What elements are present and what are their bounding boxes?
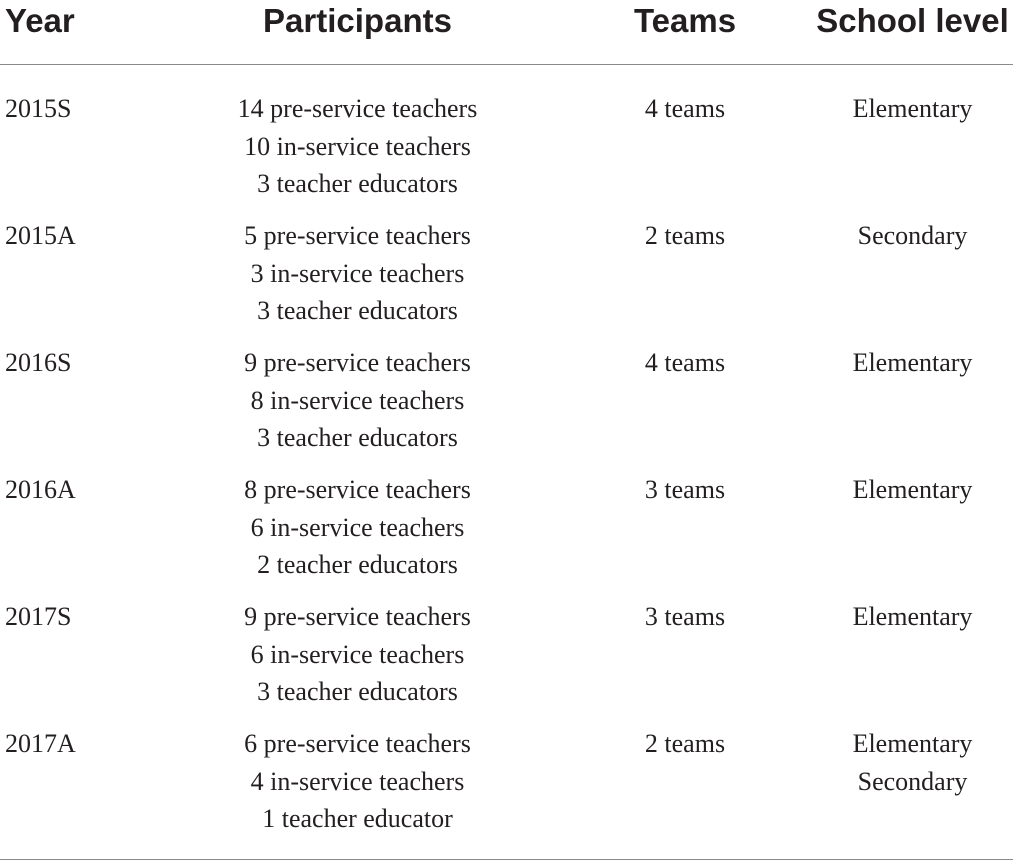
school-level-line: Elementary (852, 475, 973, 504)
school-level-line: Secondary (857, 766, 968, 796)
cell-teams: 2 teams (644, 729, 726, 758)
participants-line: 14 pre-service teachers (237, 94, 478, 123)
school-level-line: Elementary (852, 348, 973, 377)
bottom-rule (0, 859, 1013, 860)
participants-line: 5 pre-service teachers (244, 221, 471, 250)
cell-participants (200, 471, 515, 584)
cell-school-level (820, 90, 1005, 128)
cell-teams: 3 teams (644, 602, 726, 631)
participants-line: 8 pre-service teachers (244, 475, 471, 504)
header-school-level: School level (816, 2, 1009, 39)
participants-line: 9 pre-service teachers (244, 348, 471, 377)
participants-line: 3 teacher educators (257, 296, 458, 325)
participants-line: 3 teacher educators (257, 169, 458, 198)
participants-line: 3 in-service teachers (250, 258, 465, 288)
participants-line: 8 in-service teachers (250, 385, 465, 415)
cell-participants (200, 598, 515, 711)
cell-year: 2017S (5, 602, 72, 631)
cell-school-level (820, 344, 1005, 382)
participants-line: 1 teacher educator (262, 804, 453, 833)
participants-line: 3 teacher educators (257, 677, 458, 706)
cell-year: 2016A (5, 475, 76, 504)
cell-participants (200, 344, 515, 457)
school-level-line: Elementary (852, 602, 973, 631)
header-teams: Teams (633, 2, 737, 39)
participants-line: 9 pre-service teachers (244, 602, 471, 631)
cell-school-level (820, 725, 1005, 800)
participants-line: 3 teacher educators (257, 423, 458, 452)
participants-line: 6 pre-service teachers (244, 729, 471, 758)
school-level-line: Elementary (852, 729, 973, 758)
cell-year: 2016S (5, 348, 72, 377)
cell-year: 2015A (5, 221, 76, 250)
cell-school-level (820, 217, 1005, 255)
participants-line: 10 in-service teachers (244, 131, 471, 161)
participants-line: 4 in-service teachers (250, 766, 465, 796)
cell-teams: 3 teams (644, 475, 726, 504)
cell-school-level (820, 598, 1005, 636)
participants-line: 2 teacher educators (257, 550, 458, 579)
cell-participants (200, 90, 515, 203)
cell-year: 2015S (5, 94, 72, 123)
header-participants: Participants (263, 2, 452, 39)
cell-teams: 4 teams (644, 94, 726, 123)
cell-participants (200, 217, 515, 330)
cell-participants (200, 725, 515, 838)
header-rule (0, 64, 1013, 65)
cell-teams: 4 teams (644, 348, 726, 377)
header-year: Year (5, 2, 75, 39)
school-level-line: Elementary (852, 94, 973, 123)
cell-teams: 2 teams (644, 221, 726, 250)
participants-line: 6 in-service teachers (250, 512, 465, 542)
participants-line: 6 in-service teachers (250, 639, 465, 669)
cell-year: 2017A (5, 729, 76, 758)
school-level-line: Secondary (857, 221, 968, 250)
cell-school-level (820, 471, 1005, 509)
